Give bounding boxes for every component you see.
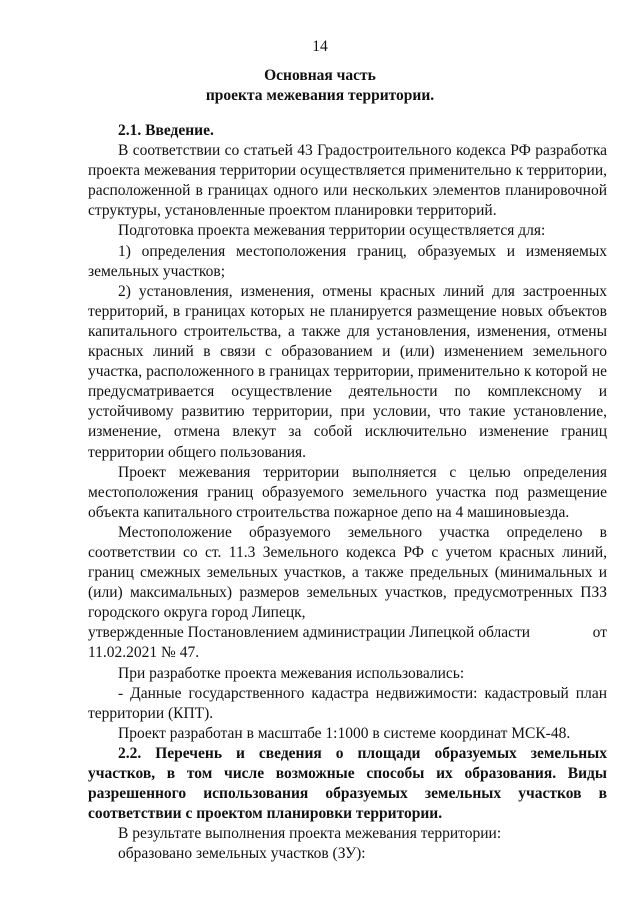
title-line-2: проекта межевания территории. — [205, 87, 435, 104]
approval-from: от — [592, 624, 607, 642]
paragraph-item-1: 1) определения местоположения границ, образуемых и изменяемых земельных участков; — [88, 242, 607, 280]
section-heading-parcels: 2.2. Перечень и сведения о площади образуемых земельных участков, в том числе возможные способы их образования. Виды разрешенного использования образуемых земельных участков в соответствии с проектом планировки территории. — [88, 744, 607, 823]
paragraph-sources: При разработке проекта межевания использовались: — [118, 664, 465, 682]
paragraph-purpose: Подготовка проекта межевания территории осуществляется для: — [118, 222, 546, 240]
approval-date: 11.02.2021 № 47. — [88, 644, 200, 662]
approval-text: утвержденные Постановлением администрации Липецкой области — [88, 624, 531, 642]
paragraph-item-2: 2) установления, изменения, отмены красных линий для застроенных территорий, в границах которых не планируется размещение новых объектов капитального строительства, а также для установления, изменения, отмены красных линий в связи с образованием и (или) изменением земельного участка, расположенного в границах территории, применительно к которой не предусматривается осуществление деятельности по комплексному и устойчивому развитию территории, при условии, что такие установление, изменение, отмена влекут за собой исключительно изменение границ территории общего пользования. — [88, 282, 607, 461]
paragraph-scale: Проект разработан в масштабе 1:1000 в системе координат МСК-48. — [118, 724, 571, 742]
page-number: 14 — [312, 38, 328, 55]
paragraph-intro: В соответствии со статьей 43 Градостроительного кодекса РФ разработка проекта межевания территории осуществляется применительно к территории, расположенной в границах одного или нескольких элементов планировочной структуры, установленные проектом планировки территорий. — [88, 142, 607, 220]
document-body — [88, 121, 607, 864]
paragraph-goal: Проект межевания территории выполняется с целью определения местоположения границ образуемого земельного участка под размещение объекта капитального строительства пожарное депо на 4 машиновыезда. — [88, 463, 607, 521]
paragraph-location: Местоположение образуемого земельного участка определено в соответствии со ст. 11.3 Земельного кодекса РФ с учетом красных линий, границ смежных земельных участков, а также предельных (минимальных и (или) максимальных) размеров земельных участков, предусмотренных ПЗЗ городского округа город Липецк, — [88, 523, 607, 622]
title-line-1: Основная часть — [264, 67, 376, 84]
paragraph-result: В результате выполнения проекта межевания территории: — [118, 825, 502, 843]
section-heading-introduction: 2.1. Введение. — [118, 122, 214, 139]
document-title — [0, 66, 640, 106]
paragraph-location-line — [88, 623, 607, 643]
paragraph-cadastre: - Данные государственного кадастра недвижимости: кадастровый план территории (КПТ). — [88, 684, 607, 722]
paragraph-formed-parcels: образовано земельных участков (ЗУ): — [118, 845, 366, 863]
